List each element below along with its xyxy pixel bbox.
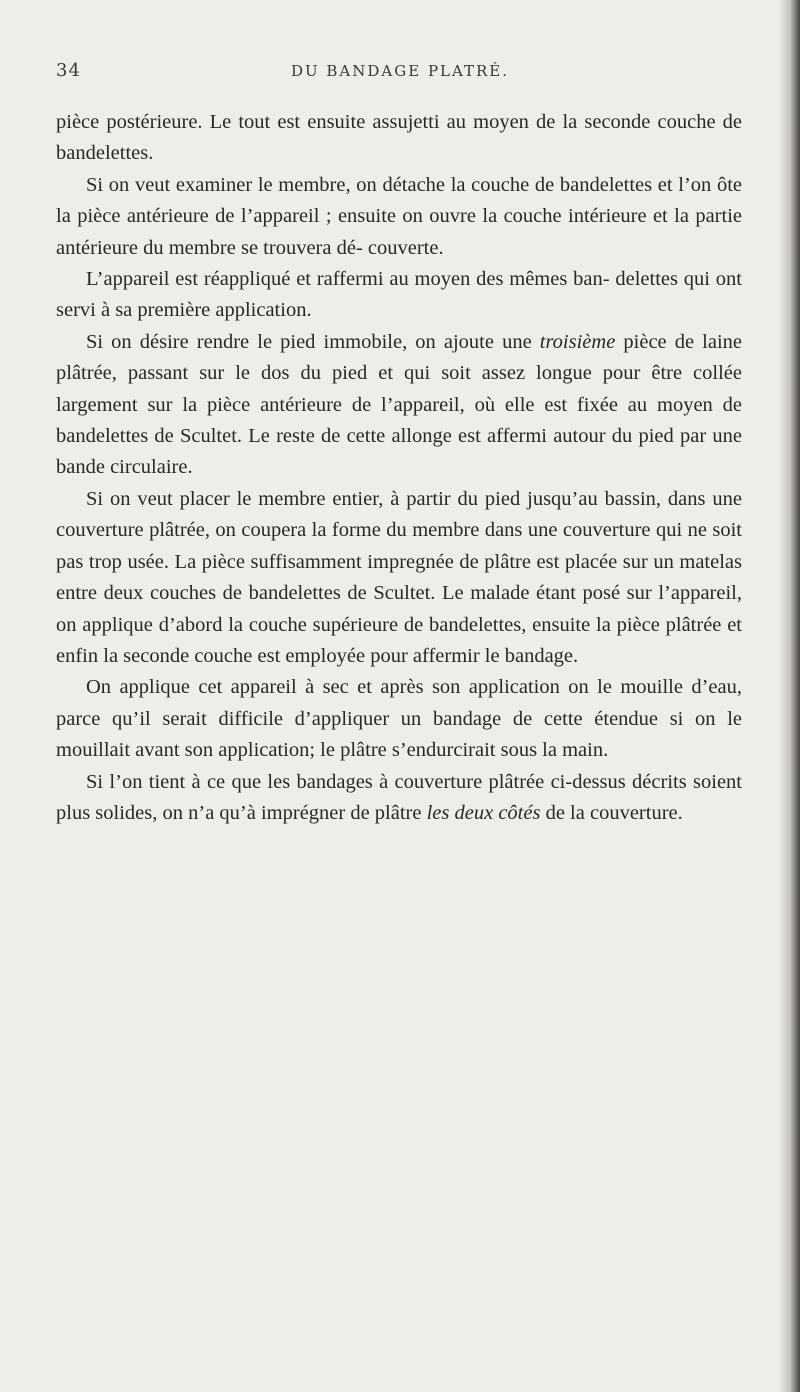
paragraph-text: pièce postérieure. Le tout est ensuite assujetti au moyen de la seconde couche de bandelettes. [56,111,742,165]
paragraph [56,107,742,170]
paragraph-text: Si on désire rendre le pied immobile, on ajoute une [86,330,540,353]
paragraph [56,767,742,830]
paragraph-text: On applique cet appareil à sec et après son application on le mouille d’eau, parce qu’il serait difficile d’appliquer un bandage de cette étendue si on le mouillait avant son application; le plâtre s’endurcirait sous la main. [56,676,742,762]
italic-text: les deux côtés [426,801,541,824]
paragraph [56,264,742,327]
page-edge-shadow [778,0,800,1392]
paragraph [56,327,742,484]
paragraph-text: Si on veut placer le membre entier, à partir du pied jusqu’au bassin, dans une couverture plâtrée, on coupera la forme du membre dans une couverture qui ne soit pas trop usée. La pièce suffisamment impregnée de plâtre est placée sur un matelas entre deux couches de bandelettes de Scultet. Le malade étant posé sur l’appareil, on applique d’abord la couche supérieure de bandelettes, ensuite la pièce plâtrée et enfin la seconde couche est employée pour affermir le bandage. [56,487,742,667]
paragraph-text: Si l’on tient à ce que les bandages à couverture plâtrée ci-dessus décrits soient plus solides, on n’a qu’à imprégner de plâtre [56,770,742,824]
paragraph [56,484,742,672]
italic-text: troisième [539,330,616,353]
paragraph [56,672,742,766]
paragraph-text: pièce de laine plâtrée, passant sur le dos du pied et qui soit assez longue pour être collée largement sur la pièce antérieure de l’appareil, où elle est fixée au moyen de bandelettes de Scultet. Le reste de cette allonge est affermi autour du pied par une bande circulaire. [56,330,743,479]
paragraph-text: de la couverture. [540,801,683,824]
running-title: DU BANDAGE PLATRÉ. [290,62,510,80]
paragraph-text: Si on veut examiner le membre, on détache la couche de bandelettes et l’on ôte la pièce antérieure de l’appareil ; ensuite on ouvre la couche intérieure et la partie antérieure du membre se trouvera dé- couverte. [56,173,742,259]
body-text [56,107,742,829]
paragraph-text: L’appareil est réappliqué et raffermi au moyen des mêmes ban- delettes qui ont servi à sa première application. [56,268,742,322]
page-number: 34 [56,60,81,81]
paragraph [56,170,742,264]
page-header [56,60,744,86]
